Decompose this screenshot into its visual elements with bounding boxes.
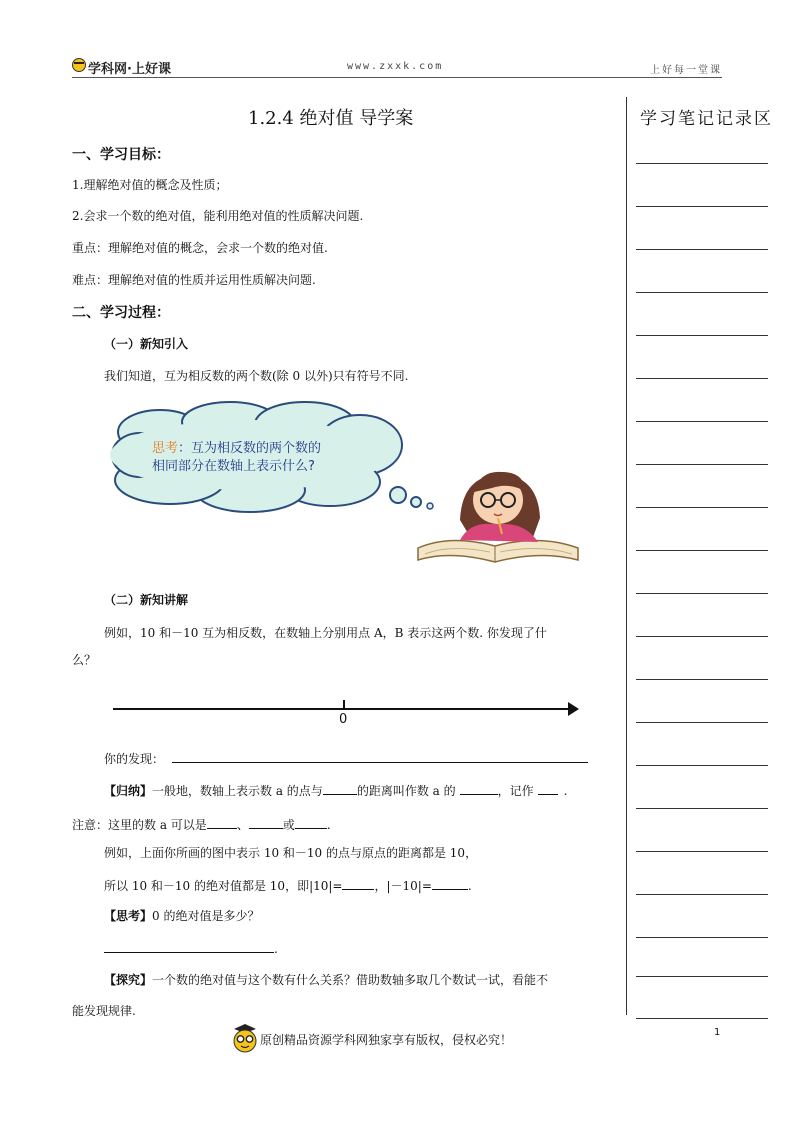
logo-glasses-icon <box>74 62 84 67</box>
note-line <box>636 765 768 766</box>
key-point: 重点：理解绝对值的概念，会求一个数的绝对值. <box>72 241 328 255</box>
note-line <box>636 421 768 422</box>
small-bubble-icon <box>427 503 433 509</box>
note-blank-3[interactable] <box>295 816 327 829</box>
subheading-intro: （一）新知引入 <box>104 337 189 351</box>
think-line <box>104 908 259 924</box>
note-line <box>636 976 768 977</box>
abs-blank-1[interactable] <box>342 877 374 890</box>
girl-icon <box>460 472 540 542</box>
header-slogan: 上好每一堂课 <box>650 65 722 76</box>
open-book-icon <box>418 540 578 562</box>
origin-label: 0 <box>339 712 348 727</box>
notes-title: 学习笔记记录区 <box>640 109 773 129</box>
small-bubble-icon <box>411 497 421 507</box>
bubble-label: 思考 <box>152 441 179 456</box>
copyright-notice: 原创精品资源学科网独家享有版权，侵权必究！ <box>260 1033 513 1047</box>
note-line <box>636 894 768 895</box>
abs-blank-2[interactable] <box>432 877 468 890</box>
note-blank-2[interactable] <box>249 816 283 829</box>
section-heading-goals: 一、学习目标： <box>72 147 170 163</box>
bubble-text-line1 <box>152 441 321 457</box>
note-line <box>636 292 768 293</box>
summary-tag: 【归纳】 <box>104 784 153 798</box>
origin-tick <box>343 700 345 709</box>
explore-line2: 能发现规律. <box>72 1004 136 1018</box>
subheading-explain: （二）新知讲解 <box>104 593 189 607</box>
column-divider <box>626 97 627 1015</box>
page-number: 1 <box>714 1027 721 1038</box>
summary-blank-1[interactable] <box>323 782 357 795</box>
goal-1: 1.理解绝对值的概念及性质； <box>72 178 228 192</box>
example1-line1: 例如，10 和－10 互为相反数，在数轴上分别用点 A，B 表示这两个数. 你发现了什 <box>104 626 547 640</box>
note-line <box>636 335 768 336</box>
small-bubble-icon <box>390 487 406 503</box>
finding-label: 你的发现： <box>104 752 165 766</box>
finding-blank[interactable] <box>172 750 588 763</box>
note-line <box>636 249 768 250</box>
think-answer-line <box>104 940 278 957</box>
think-question: 0 的绝对值是多少？ <box>152 909 260 923</box>
header-brand: 学科网·上好课 <box>88 62 171 77</box>
abs-text-a: 所以 10 和－10 的绝对值都是 10，即|10|= <box>104 879 343 893</box>
header-url[interactable]: www.zxxk.com <box>347 61 444 72</box>
summary-blank-2[interactable] <box>460 782 498 795</box>
note-line <box>636 163 768 164</box>
note-line <box>636 722 768 723</box>
explore-tag: 【探究】 <box>104 973 153 987</box>
note-blank-1[interactable] <box>207 816 237 829</box>
intro-text: 我们知道，互为相反数的两个数(除 0 以外)只有符号不同. <box>104 369 409 383</box>
note-line <box>636 550 768 551</box>
goal-2: 2.会求一个数的绝对值，能利用绝对值的性质解决问题. <box>72 209 364 223</box>
page-title: 1.2.4 绝对值 导学案 <box>248 108 414 129</box>
note-sep: 、 <box>236 818 249 832</box>
bubble-question-part1: ：互为相反数的两个数的 <box>178 441 322 456</box>
note-line <box>636 808 768 809</box>
note-line <box>636 937 768 938</box>
example1-line2: 么？ <box>72 653 97 667</box>
summary-text-c: ，记作 <box>497 784 534 798</box>
note-line <box>636 206 768 207</box>
note-line-text <box>72 816 331 833</box>
abs-text-b: ，|－10|= <box>374 879 432 893</box>
note-line <box>636 1018 768 1019</box>
note-line <box>636 593 768 594</box>
example2-text: 例如，上面你所画的图中表示 10 和－10 的点与原点的距离都是 10， <box>104 846 478 860</box>
note-line <box>636 851 768 852</box>
summary-blank-3[interactable] <box>538 782 558 795</box>
note-or: 或 <box>282 818 295 832</box>
bubble-question-part2: 相同部分在数轴上表示什么? <box>152 459 315 474</box>
difficult-point: 难点：理解绝对值的性质并运用性质解决问题. <box>72 273 316 287</box>
note-end: . <box>326 818 331 832</box>
note-line <box>636 464 768 465</box>
note-line <box>636 679 768 680</box>
mascot-logo-icon <box>231 1022 259 1054</box>
think-answer-blank[interactable] <box>104 940 274 953</box>
note-line <box>636 378 768 379</box>
note-line <box>636 636 768 637</box>
summary-end: . <box>563 784 568 798</box>
arrow-right-icon <box>568 702 579 716</box>
section-heading-process: 二、学习过程： <box>72 305 170 321</box>
abs-end: . <box>467 879 472 893</box>
summary-text-b: 的距离叫作数 a 的 <box>356 784 456 798</box>
header-divider <box>72 77 722 78</box>
finding-line <box>104 750 588 767</box>
note-text-a: 注意：这里的数 a 可以是 <box>72 818 207 832</box>
explore-text-1: 一个数的绝对值与这个数有什么关系？借助数轴多取几个数试一试，看能不 <box>152 973 549 987</box>
summary-line <box>104 782 567 799</box>
explore-line1 <box>104 972 548 988</box>
think-tag: 【思考】 <box>104 909 153 923</box>
thinking-girl-illustration <box>100 400 580 570</box>
summary-text-a: 一般地，数轴上表示数 a 的点与 <box>152 784 323 798</box>
think-end: . <box>274 942 278 956</box>
abs-value-line <box>104 877 472 894</box>
note-line <box>636 507 768 508</box>
